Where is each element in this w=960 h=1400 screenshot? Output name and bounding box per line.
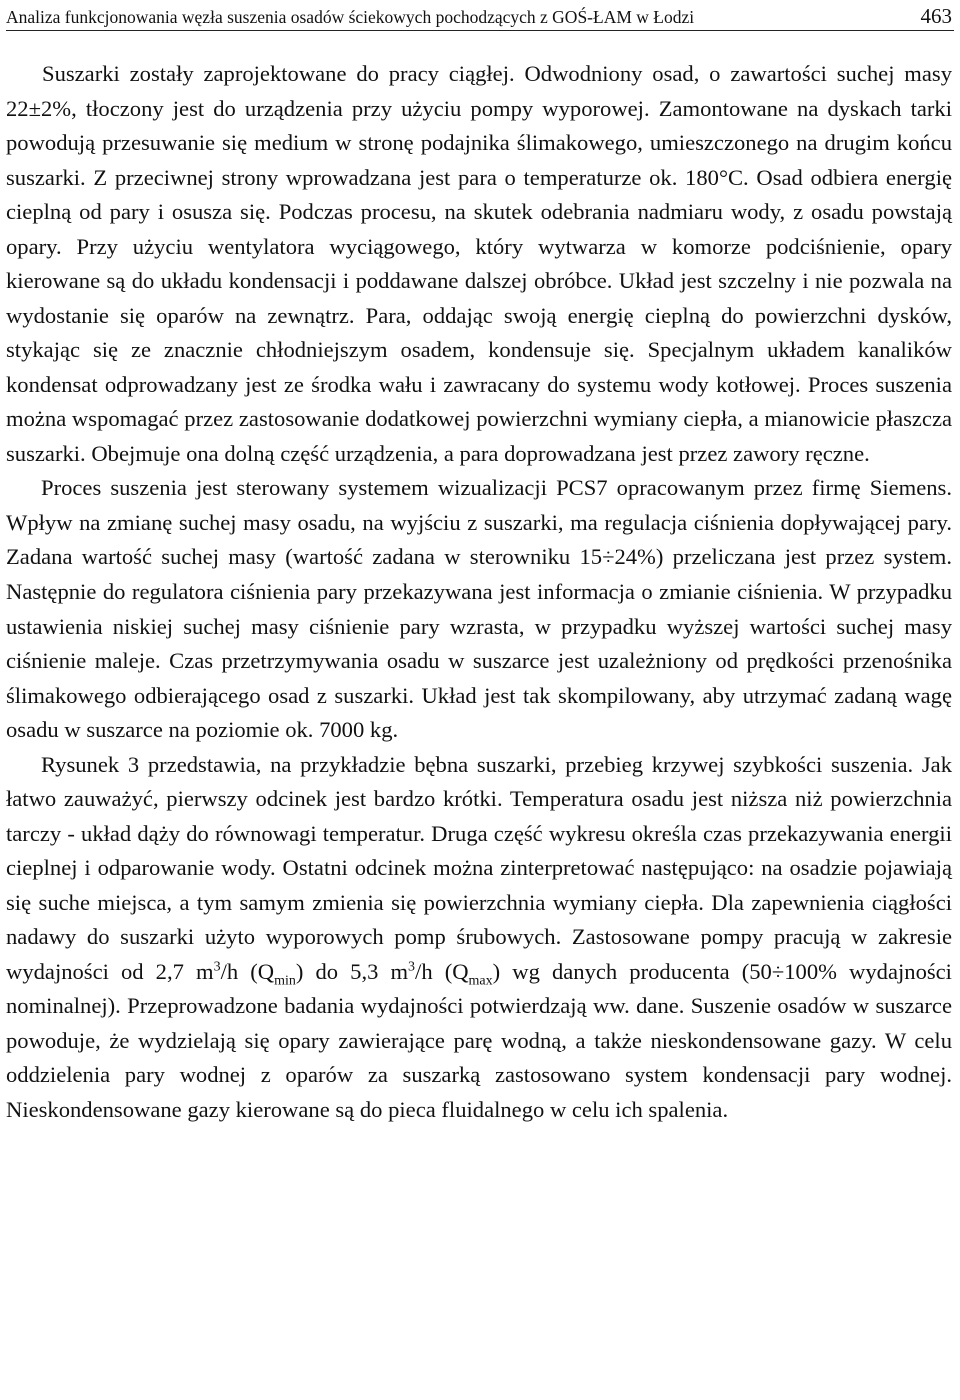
superscript: 3: [408, 959, 416, 975]
subscript: max: [468, 973, 493, 989]
body-text: [6, 57, 952, 1127]
paragraph-process-control: Proces suszenia jest sterowany systemem wizualizacji PCS7 opracowanym przez firmę Siemens. Wpływ na zmianę suchej masy osadu, na wyjściu z suszarki, ma regulacja ciśnienia dopływającej pary. Zadana wartość suchej masy (wartość zadana w sterowniku 15÷24%) przeliczana jest przez system. Następnie do regulatora ciśnienia pary przekazywana jest informacja o zmianie ciśnienia. W przypadku ustawienia niskiej suchej masy ciśnienie pary wzrasta, w przypadku wyższej wartości suchej masy ciśnienie maleje. Czas przetrzymywania osadu w suszarce jest uzależniony od prędkości przenośnika ślimakowego odbierającego osad z suszarki. Układ jest tak skompilowany, aby utrzymać zadaną wagę osadu w suszarce na poziomie ok. 7000 kg.: [6, 475, 952, 743]
paragraph-text: ) wg danych producenta (50÷100% wydajności nominalnej). Przeprowadzone badania wydajności potwierdzają ww. dane. Suszenie osadów w suszarce powoduje, że wydzielają się opary zawierające parę wodną, a także nieskondensowane gazy. W celu oddzielenia pary wodnej z oparów za suszarką zastosowano system kondensacji pary wodnej. Nieskondensowane gazy kierowane są do pieca fluidalnego w celu ich spalenia.: [6, 958, 952, 1122]
subscript: min: [274, 973, 296, 989]
paragraph-text: Rysunek 3 przedstawia, na przykładzie bębna suszarki, przebieg krzywej szybkości suszenia. Jak łatwo zauważyć, pierwszy odcinek jest bardzo krótki. Temperatura osadu jest niższa niż powierzchnia tarczy - układ dąży do równowagi temperatur. Druga część wykresu określa czas przekazywania energii cieplnej i odparowanie wody. Ostatni odcinek można zinterpretować następująco: na osadzie pojawiają się suche miejsca, a tym samym zmienia się powierzchnia wymiany ciepła. Dla zapewnienia ciągłości nadawy do suszarki użyto wyporowych pomp śrubowych. Zastosowane pompy pracują w zakresie wydajności od 2,7 m: [6, 751, 952, 984]
paragraph-text: /h (Q: [415, 958, 469, 984]
running-header-title: Analiza funkcjonowania węzła suszenia osadów ściekowych pochodzących z GOŚ-ŁAM w Łodzi: [6, 7, 695, 27]
paragraph-drying-curve: [6, 748, 952, 1128]
paragraph-text: /h (Q: [220, 958, 275, 984]
paragraph-dryer-operation: Suszarki zostały zaprojektowane do pracy ciągłej. Odwodniony osad, o zawartości suchej masy 22±2%, tłoczony jest do urządzenia przy użyciu pompy wyporowej. Zamontowane na dyskach tarki powodują przesuwanie się medium w stronę podajnika ślimakowego, umieszczonego na drugim końcu suszarki. Z przeciwnej strony wprowadzana jest para o temperaturze ok. 180°C. Osad odbiera energię cieplną od pary i osusza się. Podczas procesu, na skutek odebrania nadmiaru wody, z osadu powstają opary. Przy użyciu wentylatora wyciągowego, który wytwarza w komorze podciśnienie, opary kierowane są do układu kondensacji i poddawane dalszej obróbce. Układ jest szczelny i nie pozwala na wydostanie się oparów na zewnątrz. Para, oddając swoją energię cieplną do powierzchni dysków, stykając się ze znacznie chłodniejszym osadem, kondensuje się. Specjalnym układem kanalików kondensat odprowadzany jest ze środka wału i zawracany do systemu wody kotłowej. Proces suszenia można wspomagać przez zastosowanie dodatkowej powierzchni wymiany ciepła, a mianowicie płaszcza suszarki. Obejmuje ona dolną część urządzenia, a para doprowadzana jest przez zawory ręczne.: [6, 61, 952, 466]
page-number: 463: [920, 4, 952, 28]
running-header: [6, 4, 954, 31]
superscript: 3: [213, 959, 221, 975]
paragraph-text: ) do 5,3 m: [295, 958, 409, 984]
